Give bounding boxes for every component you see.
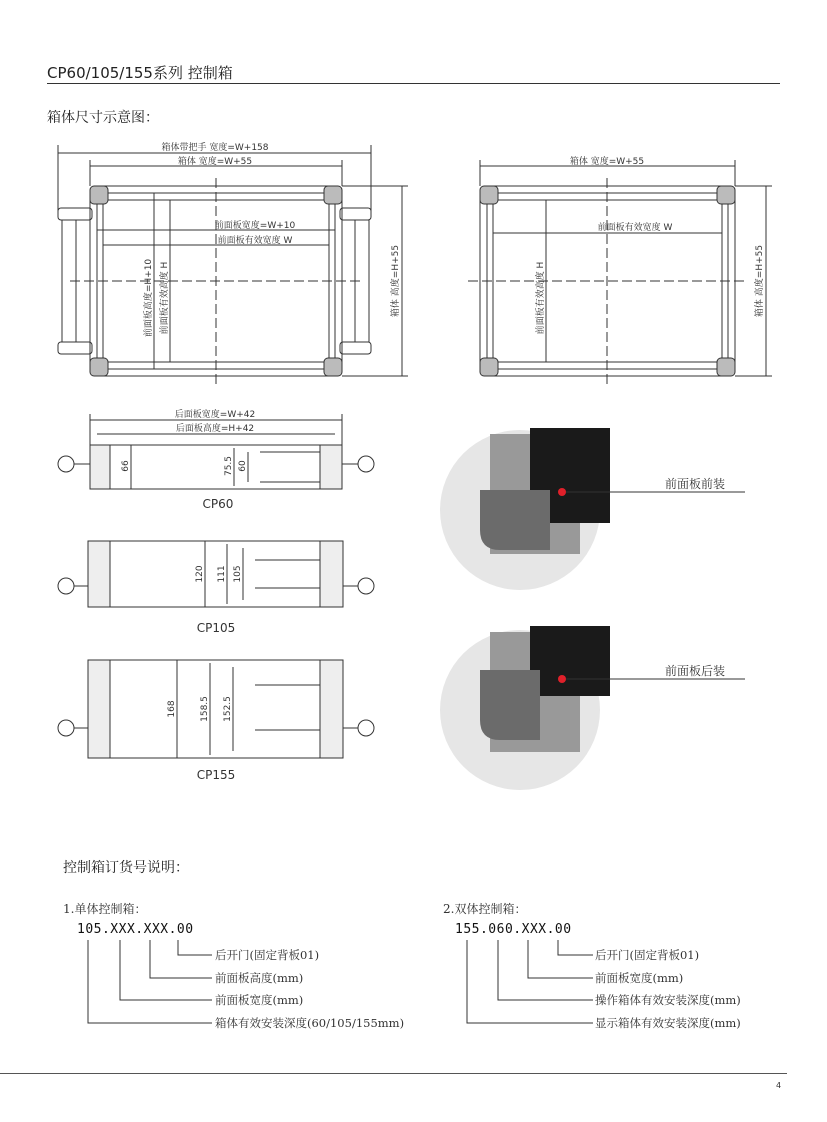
cp105-dim-3: 105 bbox=[233, 565, 243, 583]
right-body-height-label: 箱体 高度=H+55 bbox=[755, 244, 765, 318]
double-legend-item: 显示箱体有效安装深度(mm) bbox=[595, 1016, 741, 1030]
rear-mount-marker bbox=[558, 675, 566, 683]
double-box-code: 155.060.XXX.00 bbox=[455, 922, 572, 937]
order-section-title: 控制箱订货号说明： bbox=[63, 860, 189, 876]
front-mount-label: 前面板前装 bbox=[664, 477, 726, 491]
cp155-dim-3: 152.5 bbox=[223, 696, 233, 722]
cp105-dim-1: 120 bbox=[195, 565, 205, 583]
rear-panel-width-label: 后面板宽度=W+42 bbox=[174, 410, 256, 420]
single-box-code: 105.XXX.XXX.00 bbox=[77, 922, 194, 937]
dimensions-section-title: 箱体尺寸示意图： bbox=[47, 110, 159, 126]
cp155-label: CP155 bbox=[196, 768, 236, 782]
page-number: 4 bbox=[776, 1081, 782, 1090]
profiles-diagram bbox=[0, 400, 440, 800]
double-legend-item: 操作箱体有效安装深度(mm) bbox=[595, 993, 741, 1007]
panel-effective-height-label: 前面板有效高度 H bbox=[160, 261, 170, 335]
right-panel-effective-height-label: 前面板有效高度 H bbox=[536, 261, 546, 335]
handle-width-label: 箱体带把手 宽度=W+158 bbox=[161, 143, 269, 153]
front-view-left-diagram bbox=[0, 0, 827, 400]
cp105-dim-2: 111 bbox=[217, 565, 227, 583]
single-box-heading: 1.单体控制箱： bbox=[63, 902, 147, 916]
cp60-dim-1: 66 bbox=[121, 460, 131, 472]
body-width-label: 箱体 宽度=W+55 bbox=[177, 157, 253, 167]
double-legend-item: 前面板宽度(mm) bbox=[595, 971, 684, 985]
panel-height-label: 前面板高度=H+10 bbox=[144, 258, 154, 338]
body-height-label: 箱体 高度=H+55 bbox=[391, 244, 401, 318]
single-legend-item: 后开门(固定背板01) bbox=[215, 948, 320, 962]
single-legend-item: 前面板高度(mm) bbox=[215, 971, 304, 985]
double-box-heading: 2.双体控制箱： bbox=[443, 902, 527, 916]
right-panel-effective-width-label: 前面板有效宽度 W bbox=[597, 223, 673, 233]
front-mount-marker bbox=[558, 488, 566, 496]
page-title: CP60/105/155系列 控制箱 bbox=[47, 64, 233, 82]
rear-mount-label: 前面板后装 bbox=[664, 664, 726, 678]
cp60-dim-3: 60 bbox=[238, 460, 248, 472]
panel-effective-width-label: 前面板有效宽度 W bbox=[217, 236, 293, 246]
cp105-label: CP105 bbox=[196, 621, 236, 635]
right-body-width-label: 箱体 宽度=W+55 bbox=[569, 157, 645, 167]
mount-details-diagram bbox=[430, 420, 790, 800]
cp155-dim-2: 158.5 bbox=[200, 696, 210, 722]
cp60-dim-2: 75.5 bbox=[224, 455, 234, 477]
double-legend-item: 后开门(固定背板01) bbox=[595, 948, 700, 962]
panel-width-label: 前面板宽度=W+10 bbox=[214, 221, 296, 231]
single-legend-item: 前面板宽度(mm) bbox=[215, 993, 304, 1007]
single-legend-item: 箱体有效安装深度(60/105/155mm) bbox=[215, 1016, 405, 1030]
rear-panel-height-label: 后面板高度=H+42 bbox=[175, 424, 255, 434]
cp60-label: CP60 bbox=[202, 497, 234, 511]
cp155-dim-1: 168 bbox=[167, 700, 177, 718]
footer-divider bbox=[0, 1073, 787, 1074]
